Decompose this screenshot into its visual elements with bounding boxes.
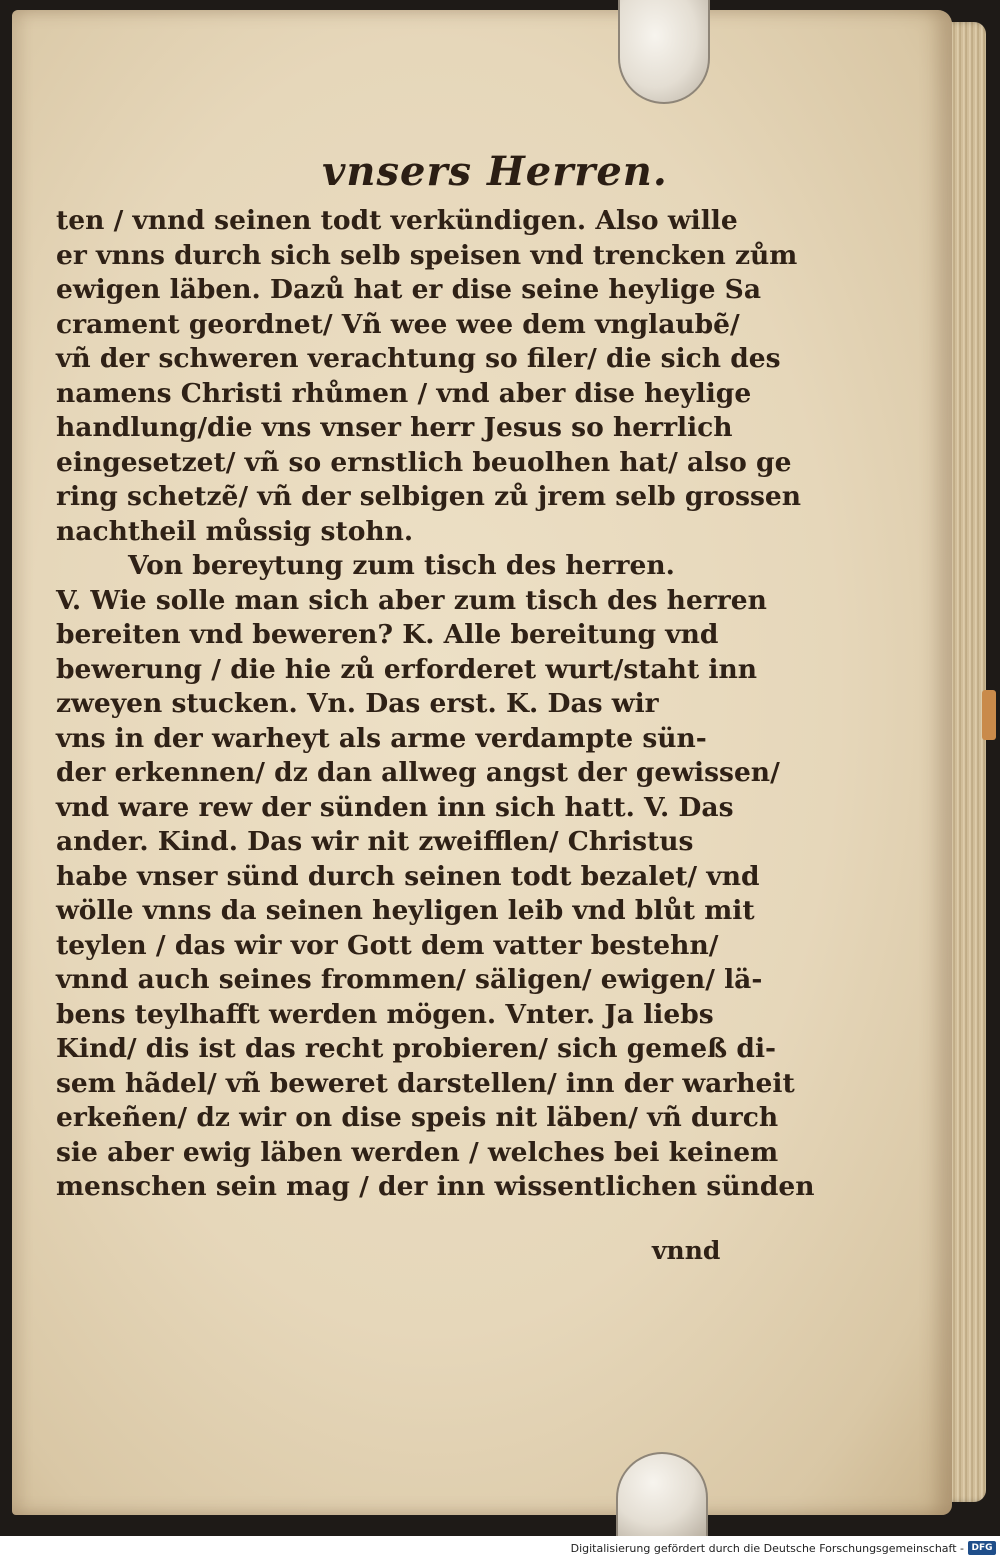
text-line: namens Christi rhůmen / vnd aber dise heylige <box>56 377 752 409</box>
text-line: bewerung / die hie zů erforderet wurt/staht inn <box>56 653 758 685</box>
page-edge-marker <box>982 690 996 740</box>
text-line: teylen / das wir vor Gott dem vatter bestehn/ <box>56 929 719 961</box>
page-clip-top <box>618 0 710 104</box>
text-line: sie aber ewig läben werden / welches bei keinem <box>56 1136 779 1168</box>
text-line: ander. Kind. Das wir nit zweifflen/ Christus <box>56 826 694 857</box>
dfg-logo: DFG <box>968 1541 996 1555</box>
footer-bar <box>0 1536 1000 1562</box>
text-line: vns in der warheyt als arme verdampte sün- <box>56 722 707 754</box>
text-line: handlung/die vns vnser herr Jesus so herrlich <box>56 412 733 443</box>
text-line: erkeñen/ dz wir on dise speis nit läben/ vñ durch <box>56 1102 779 1133</box>
text-line: bens teylhafft werden mögen. Vnter. Ja liebs <box>56 998 714 1030</box>
text-line: bereiten vnd beweren? K. Alle bereitung vnd <box>56 619 719 650</box>
text-line: crament geordnet/ Vñ wee wee dem vnglaubẽ/ <box>56 308 740 340</box>
text-line: sem hãdel/ vñ beweret darstellen/ inn der warheit <box>56 1067 795 1099</box>
text-line: zweyen stucken. Vn. Das erst. K. Das wir <box>56 688 659 719</box>
text-line: ten / vnnd seinen todt verkündigen. Also wille <box>56 205 738 236</box>
text-line: vnd ware rew der sünden inn sich hatt. V. Das <box>56 791 734 823</box>
footer-credit: Digitalisierung gefördert durch die Deutsche Forschungsgemeinschaft - <box>570 1542 964 1555</box>
text-line: vnnd auch seines frommen/ säligen/ ewigen/ lä- <box>56 964 763 995</box>
text-line: Kind/ dis ist das recht probieren/ sich gemeß di- <box>56 1033 777 1064</box>
text-line: ewigen läben. Dazů hat er dise seine heylige Sa <box>56 274 761 305</box>
text-line: eingesetzet/ vñ so ernstlich beuolhen hat/ also ge <box>56 446 792 478</box>
text-line: V. Wie solle man sich aber zum tisch des herren <box>56 584 767 616</box>
text-line: wölle vnns da seinen heyligen leib vnd blůt mit <box>56 895 755 926</box>
text-line: nachtheil můssig stohn. <box>56 515 414 547</box>
text-line: vñ der schweren verachtung so filer/ die sich des <box>56 343 781 374</box>
text-line: er vnns durch sich selb speisen vnd trencken zům <box>56 239 798 271</box>
text-line: habe vnser sünd durch seinen todt bezalet/ vnd <box>56 860 760 892</box>
page-body-text <box>56 204 815 1205</box>
text-line: menschen sein mag / der inn wissentlichen sünden <box>56 1171 815 1202</box>
running-head: vnsers Herren. <box>322 148 668 195</box>
text-line: der erkennen/ dz dan allweg angst der gewissen/ <box>56 757 780 788</box>
catchword: vnnd <box>652 1236 721 1265</box>
page-clip-bottom <box>616 1452 708 1536</box>
section-heading: Von bereytung zum tisch des herren. <box>128 550 675 581</box>
text-line: ring schetzẽ/ vñ der selbigen zů jrem selb grossen <box>56 481 802 512</box>
